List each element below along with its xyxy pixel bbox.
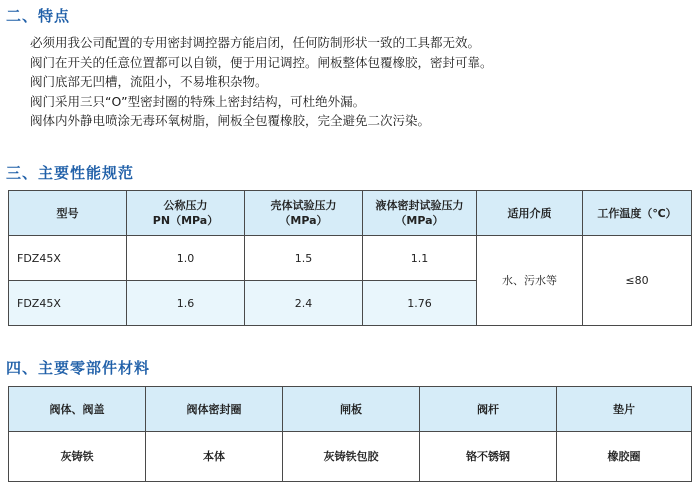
materials-header-row [9, 387, 692, 432]
section-heading-features: 二、特点 [6, 7, 71, 25]
cell-shell-pressure: 2.4 [245, 281, 363, 326]
header-body-bonnet: 阀体、阀盖 [9, 387, 146, 432]
section-heading-materials: 四、主要零部件材料 [6, 359, 151, 377]
cell-body-seal-material: 本体 [146, 432, 283, 482]
cell-shell-pressure: 1.5 [245, 236, 363, 281]
cell-medium: 水、污水等 [477, 236, 583, 326]
header-shell-line1: 壳体试验压力 [270, 199, 337, 212]
feature-line: 阀门采用三只“O”型密封圈的特殊上密封结构，可杜绝外漏。 [30, 93, 366, 109]
header-shell-line2: （MPa） [279, 214, 328, 227]
cell-nominal-pressure: 1.6 [127, 281, 245, 326]
cell-model: FDZ45X [9, 281, 127, 326]
feature-line: 必须用我公司配置的专用密封调控器方能启闭，任何防制形状一致的工具都无效。 [30, 35, 481, 50]
cell-seal-pressure: 1.76 [363, 281, 477, 326]
materials-table [8, 386, 692, 482]
cell-gate-material: 灰铸铁包胶 [283, 432, 420, 482]
header-body-seal: 阀体密封圈 [146, 387, 283, 432]
feature-line: 阀门在开关的任意位置都可以自锁，便于用记调控。闸板整体包覆橡胶，密封可靠。 [30, 54, 493, 70]
header-nominal-pressure [127, 191, 245, 236]
cell-body-bonnet-material: 灰铸铁 [9, 432, 146, 482]
feature-line: 阀体内外静电喷涂无毒环氧树脂，闸板全包覆橡胶，完全避免二次污染。 [30, 113, 431, 128]
header-stem: 阀杆 [420, 387, 557, 432]
header-seal-test-pressure [363, 191, 477, 236]
header-pn-line1: 公称压力 [163, 199, 208, 212]
header-seal-line2: （MPa） [395, 214, 444, 227]
cell-gasket-material: 橡胶圈 [557, 432, 692, 482]
table-row [9, 432, 692, 482]
cell-stem-material: 铬不锈钢 [420, 432, 557, 482]
table-row [9, 236, 692, 281]
header-gasket: 垫片 [557, 387, 692, 432]
cell-temperature: ≤80 [583, 236, 692, 326]
performance-header-row [9, 191, 692, 236]
header-model: 型号 [9, 191, 127, 236]
cell-model: FDZ45X [9, 236, 127, 281]
performance-table [8, 190, 692, 326]
header-pn-line2: PN（MPa） [152, 214, 219, 227]
section-heading-performance: 三、主要性能规范 [6, 164, 135, 182]
cell-nominal-pressure: 1.0 [127, 236, 245, 281]
header-seal-line1: 液体密封试验压力 [375, 199, 464, 212]
header-shell-test-pressure [245, 191, 363, 236]
header-gate: 闸板 [283, 387, 420, 432]
cell-seal-pressure: 1.1 [363, 236, 477, 281]
features-list [30, 33, 690, 131]
header-temperature: 工作温度（℃） [583, 191, 692, 236]
feature-line: 阀门底部无凹槽，流阻小，不易堆积杂物。 [30, 74, 268, 89]
header-medium: 适用介质 [477, 191, 583, 236]
